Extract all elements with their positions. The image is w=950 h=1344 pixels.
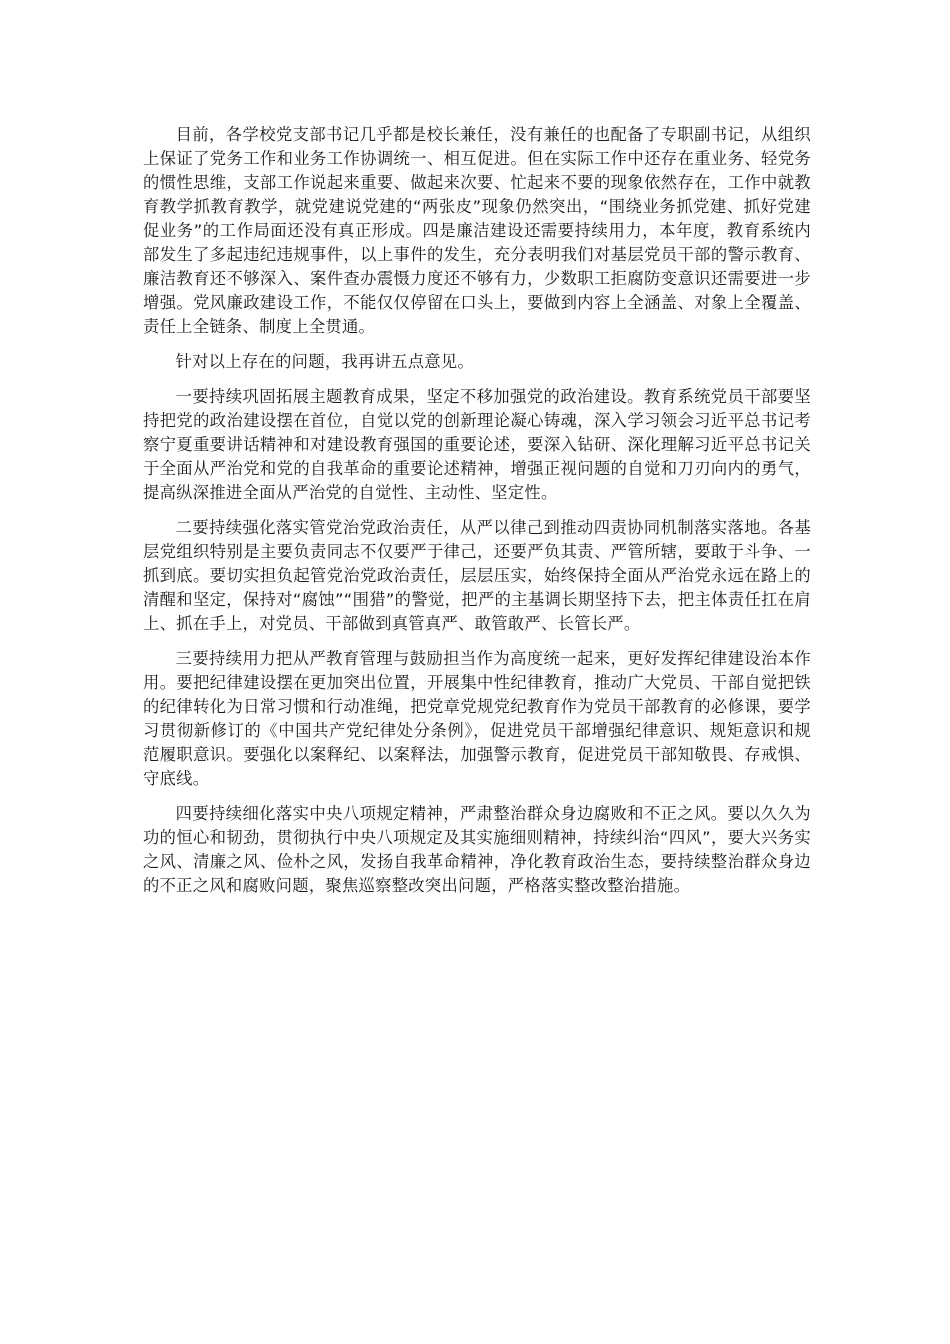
paragraph-3: 一要持续巩固拓展主题教育成果，坚定不移加强党的政治建设。教育系统党员干部要坚持把党的政治建设摆在首位，自觉以党的创新理论凝心铸魂，深入学习领会习近平总书记考察宁夏重要讲话精神和对建设教育强国的重要论述，要深入钻研、深化理解习近平总书记关于全面从严治党和党的自我革命的重要论述精神，增强正视问题的自觉和刀刃向内的勇气，提高纵深推进全面从严治党的自觉性、主动性、坚定性。 [143,387,811,502]
paragraph-5: 三要持续用力把从严教育管理与鼓励担当作为高度统一起来，更好发挥纪律建设治本作用。要把纪律建设摆在更加突出位置，开展集中性纪律教育，推动广大党员、干部自觉把铁的纪律转化为日常习惯和行动准绳，把党章党规党纪教育作为党员干部教育的必修课，要学习贯彻新修订的《中国共产党纪律处分条例》，促进党员干部增强纪律意识、规矩意识和规范履职意识。要强化以案释纪、以案释法，加强警示教育，促进党员干部知敬畏、存戒惧、守底线。 [143,649,811,788]
paragraph-1: 目前，各学校党支部书记几乎都是校长兼任，没有兼任的也配备了专职副书记，从组织上保证了党务工作和业务工作协调统一、相互促进。但在实际工作中还存在重业务、轻党务的惯性思维，支部工作说起来重要、做起来次要、忙起来不要的现象依然存在，工作中就教育教学抓教育教学，就党建说党建的“两张皮”现象仍然突出，“围绕业务抓党建、抓好党建促业务”的工作局面还没有真正形成。四是廉洁建设还需要持续用力，本年度，教育系统内部发生了多起违纪违规事件，以上事件的发生，充分表明我们对基层党员干部的警示教育、廉洁教育还不够深入、案件查办震慑力度还不够有力，少数职工拒腐防变意识还需要进一步增强。党风廉政建设工作，不能仅仅停留在口头上，要做到内容上全涵盖、对象上全覆盖、责任上全链条、制度上全贯通。 [143,125,811,336]
paragraph-6: 四要持续细化落实中央八项规定精神，严肃整治群众身边腐败和不正之风。要以久久为功的恒心和韧劲，贯彻执行中央八项规定及其实施细则精神，持续纠治“四风”，要大兴务实之风、清廉之风、俭朴之风，发扬自我革命精神，净化教育政治生态，要持续整治群众身边的不正之风和腐败问题，聚焦巡察整改突出问题，严格落实整改整治措施。 [143,804,811,895]
paragraph-4: 二要持续强化落实管党治党政治责任，从严以律己到推动四责协同机制落实落地。各基层党组织特别是主要负责同志不仅要严于律己，还要严负其责、严管所辖，要敢于斗争、一抓到底。要切实担负起管党治党政治责任，层层压实，始终保持全面从严治党永远在路上的清醒和坚定，保持对“腐蚀”“围猎”的警觉，把严的主基调长期坚持下去，把主体责任扛在肩上、抓在手上，对党员、干部做到真管真严、敢管敢严、长管长严。 [143,518,811,633]
document-body [143,123,811,909]
paragraph-2: 针对以上存在的问题，我再讲五点意见。 [175,352,475,371]
